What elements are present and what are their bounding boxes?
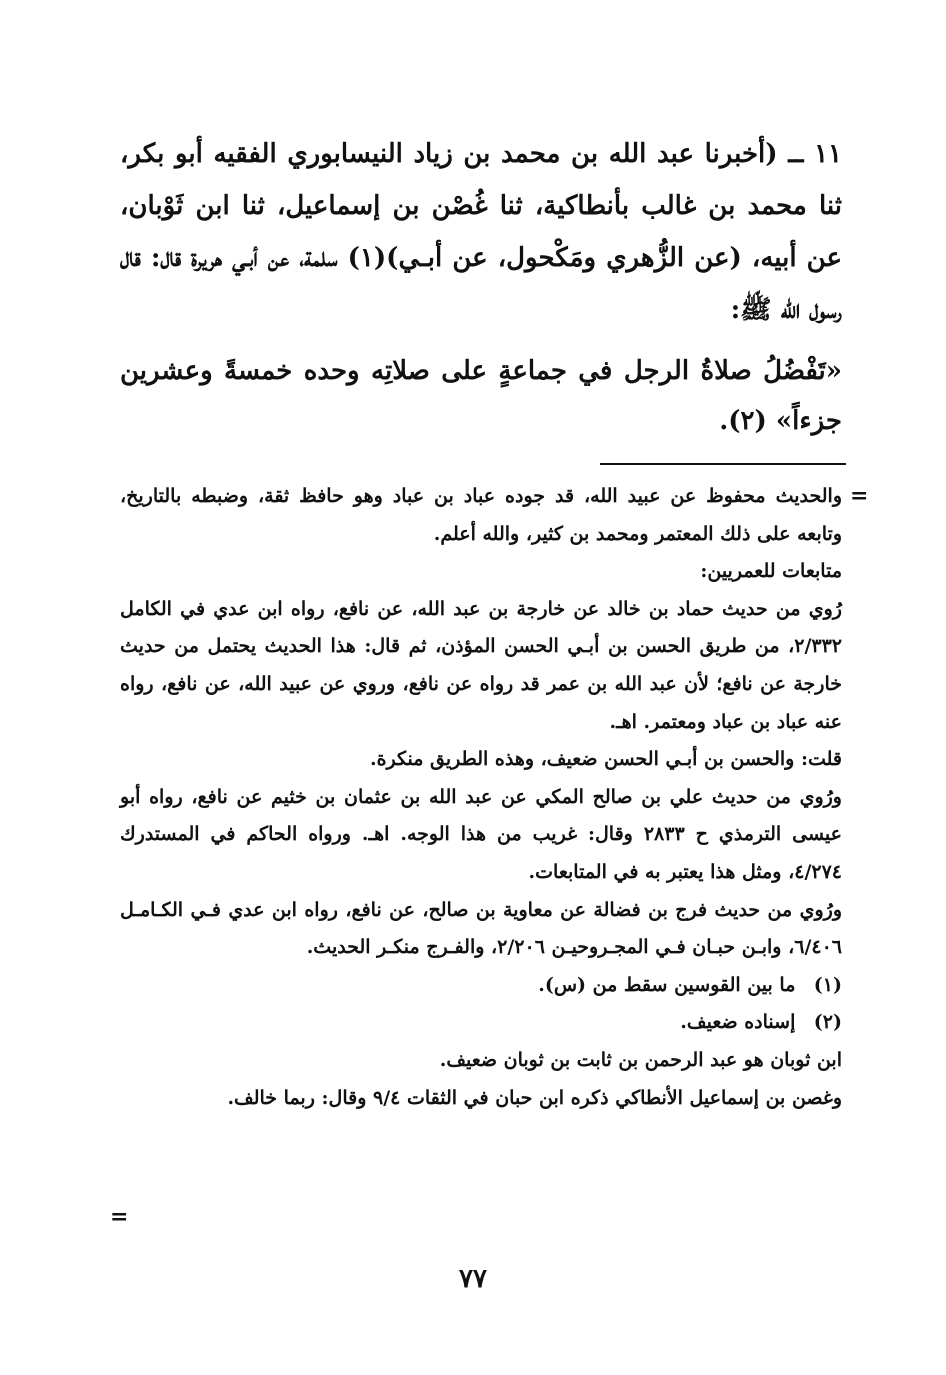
footnote-2-line: وغصن بن إسماعيل الأنطاكي ذكره ابن حبان في الثقات ٩/٤ وقال: ربما خالف. <box>227 1086 842 1109</box>
footnotes-section <box>120 478 842 1117</box>
hadith-quote: «تَفْضُلُ صلاةُ الرجل في جماعةٍ على صلاتِه وحده خمسةً وعشرين جزءاً» (٢). <box>120 356 842 436</box>
footnote-line: والحديث محفوظ عن عبيد الله، قد جوده عباد بن عباد وهو حافظ ثقة، وضبطه بالتاريخ، وتابعه على ذلك المعتمر ومحمد بن كثير، والله أعلم. <box>120 485 842 545</box>
hadith-text <box>120 346 842 446</box>
footnote-line: رُوي من حديث حماد بن خالد عن خارجة بن عبد الله، عن نافع، رواه ابن عدي في الكامل ٢/٣٣٢، من طريق الحسن بن أبـي الحسن المؤذن، ثم قال: هذا الحديث يحتمل من حديث خارجة عن نافع؛ لأن عبد الله بن عمر قد رواه عن نافع، وروي عن عبيد الله، عن نافع، رواه عنه عباد بن عباد ومعتمر. اهـ. <box>120 597 842 733</box>
footnote-2 <box>120 1004 842 1042</box>
footnote-line: ورُوي من حديث فرج بن فضالة عن معاوية بن صالح، عن نافع، رواه ابن عدي فـي الكـامـل ٦/٤٠٦، وابـن حبـان فـي المجـروحيـن ٢/٢٠٦، والفـرج منكـر الحديث. <box>120 898 842 959</box>
footnote-1 <box>120 967 842 1005</box>
page-number: ٧٧ <box>459 1264 487 1294</box>
footnote-heading: متابعات للعمريين: <box>700 560 842 583</box>
hadith-chain-paragraph: ١١ ــ (أخبرنا عبد الله بن محمد بن زياد النيسابوري الفقيه أبو بكر، ثنا محمد بن غالب بأنطاكية، ثنا غُصْن بن إسماعيل، ثنا ابن ثَوْبان، عن أبيه، (عن الزُّهري ومَكْحول، عن أبـي)(١) سلمة، عن أبـي هريرة قال: قال رسول الله ﷺ: <box>120 139 842 325</box>
footnote-2-text: إسناده ضعيف. <box>680 1011 796 1034</box>
footnote-line: قلت: والحسن بن أبـي الحسن ضعيف، وهذه الطريق منكرة. <box>369 748 842 771</box>
main-text <box>120 128 842 336</box>
footnote-1-text: ما بين القوسين سقط من (س). <box>538 973 796 996</box>
footnote-2-marker: (٢) <box>813 1011 842 1034</box>
footnote-2-line: ابن ثوبان هو عبد الرحمن بن ثابت بن ثوبان ضعيف. <box>439 1048 842 1071</box>
footnote-separator <box>600 463 846 465</box>
footnote-1-marker: (١) <box>813 973 842 996</box>
continuation-mark-top: = <box>850 483 869 509</box>
footnote-line: ورُوي من حديث علي بن صالح المكي عن عبد الله بن عثمان بن خثيم عن نافع، رواه أبو عيسى الترمذي ح ٢٨٣٣ وقال: غريب من هذا الوجه. اهـ. ورواه الحاكم في المستدرك ٤/٢٧٤، ومثل هذا يعتبر به في المتابعات. <box>120 785 843 883</box>
continuation-mark-bottom: = <box>110 1204 129 1230</box>
